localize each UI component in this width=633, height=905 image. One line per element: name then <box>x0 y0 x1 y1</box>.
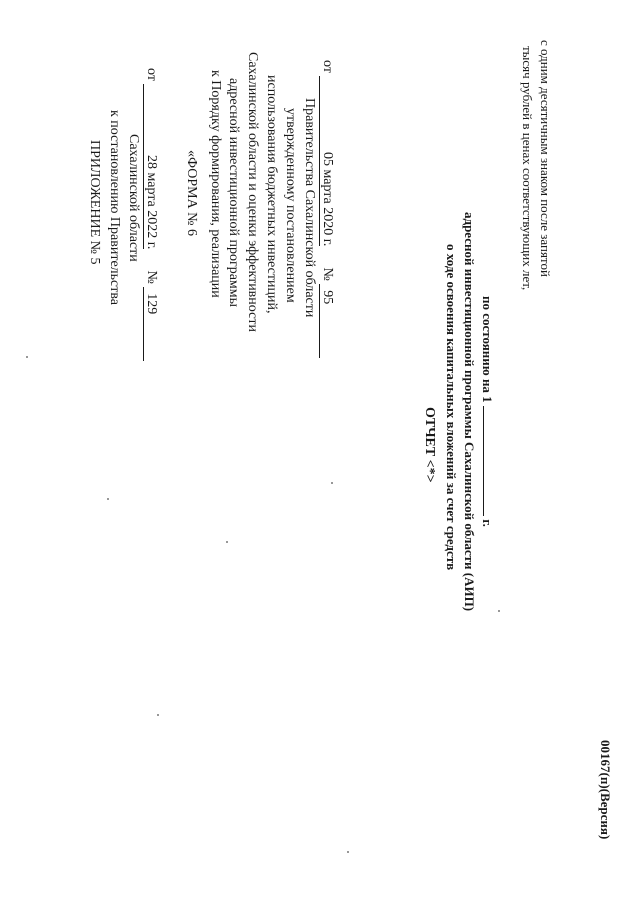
scan-speck <box>498 610 500 612</box>
units-line2: с одним десятичным знаком после запятой <box>538 40 553 277</box>
appendix-number-value: 129 <box>143 287 158 361</box>
form-line-0: к Порядку формирования, реализации <box>208 70 223 298</box>
scan-speck <box>347 851 349 853</box>
report-line1: о ходе освоения капитальных вложений за счет средств <box>444 244 459 571</box>
scan-speck <box>226 541 228 543</box>
units-line1: тысяч рублей в ценах соответствующих лет, <box>520 46 535 291</box>
report-title: ОТЧЕТ <*> <box>422 407 437 483</box>
report-date-blank <box>483 406 484 516</box>
form-code: 00167(п)(Версия) <box>598 740 613 840</box>
appendix-number-sign: № <box>144 270 159 284</box>
scan-speck <box>26 356 28 358</box>
report-line2: адресной инвестиционной программы Сахалинской области (АИП) <box>462 212 477 612</box>
scan-speck <box>157 714 159 716</box>
appendix-title: ПРИЛОЖЕНИЕ № 5 <box>87 140 102 265</box>
form-line-2: Сахалинской области и оценки эффективности <box>245 52 260 332</box>
form-number-value: 95 <box>319 284 334 358</box>
form-date-value: 05 марта 2020 г. <box>319 76 334 246</box>
report-date-prefix: по состоянию на 1 <box>480 296 495 403</box>
appendix-date-line <box>143 68 158 353</box>
scan-speck <box>331 482 333 484</box>
appendix-line2: Сахалинской области <box>126 134 141 262</box>
form-date-prefix: от <box>320 60 335 73</box>
report-date-suffix: г. <box>480 519 495 527</box>
appendix-date-prefix: от <box>144 68 159 81</box>
form-line-3: использования бюджетных инвестиций, <box>264 75 279 314</box>
form-line-1: адресной инвестиционной программы <box>226 78 241 308</box>
scan-speck <box>107 498 109 500</box>
report-line3 <box>481 296 494 527</box>
form-title: «ФОРМА № 6 <box>184 150 199 237</box>
appendix-date-value: 28 марта 2022 г. <box>143 84 158 249</box>
appendix-line1: к постановлению Правительства <box>107 110 122 306</box>
form-date-line <box>319 60 334 355</box>
form-line-4: утвержденному постановлением <box>283 108 298 303</box>
form-line-5: Правительства Сахалинской области <box>302 98 317 318</box>
form-number-sign: № <box>320 267 335 281</box>
